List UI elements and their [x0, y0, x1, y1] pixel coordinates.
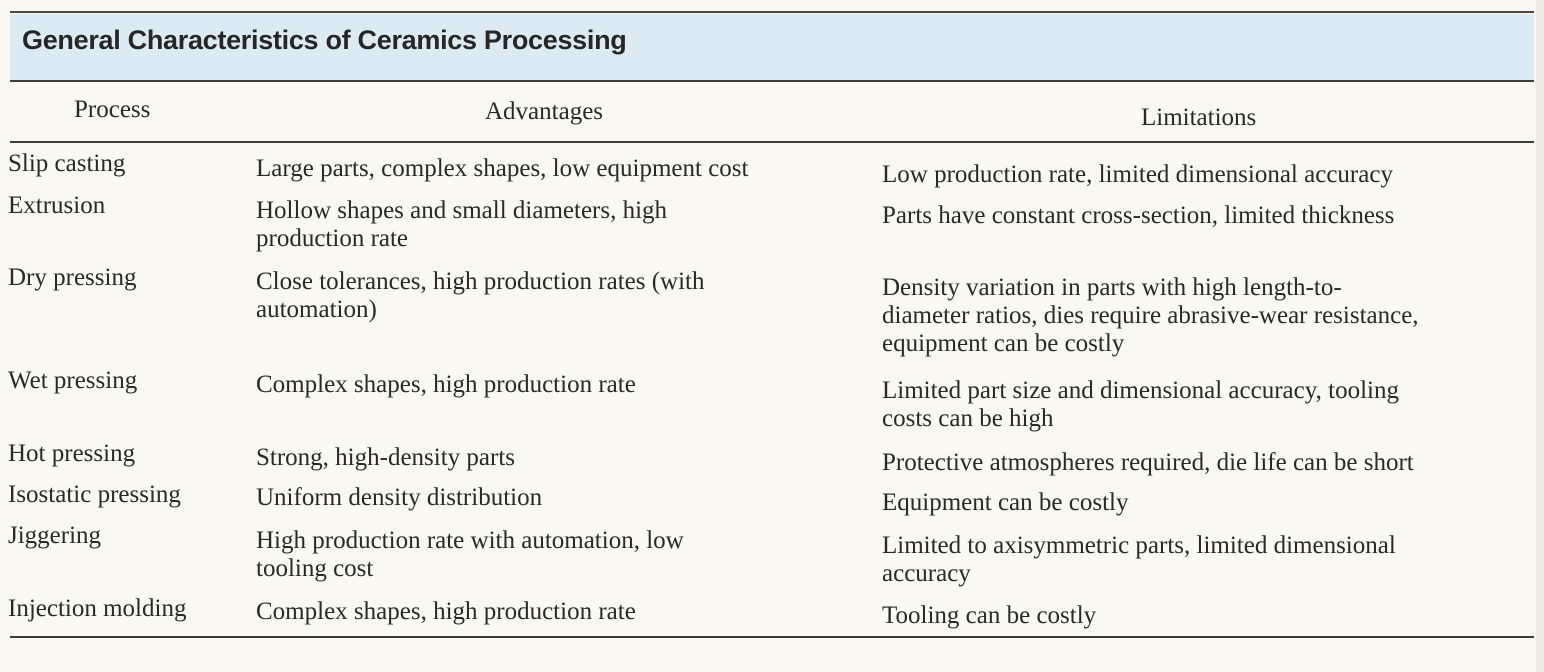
- cell-limitations: Tooling can be costly: [882, 602, 1097, 629]
- cell-process: Slip casting: [8, 150, 126, 177]
- cell-limitations: Limited to axisymmetric parts, limited dimensional accuracy: [882, 532, 1396, 587]
- column-header-process: Process: [74, 96, 151, 123]
- cell-advantages: Complex shapes, high production rate: [256, 371, 636, 398]
- cell-process: Injection molding: [8, 595, 187, 622]
- cell-limitations: Low production rate, limited dimensional accuracy: [882, 161, 1393, 188]
- cell-advantages: High production rate with automation, low tooling cost: [256, 527, 684, 582]
- cell-advantages: Hollow shapes and small diameters, high production rate: [256, 197, 668, 252]
- bottom-rule: [10, 636, 1534, 638]
- page-edge: [1536, 0, 1544, 672]
- top-rule: [10, 11, 1534, 13]
- table-title: General Characteristics of Ceramics Processing: [22, 25, 627, 55]
- cell-process: Hot pressing: [8, 440, 136, 467]
- cell-advantages: Strong, high-density parts: [256, 444, 516, 471]
- cell-advantages: Complex shapes, high production rate: [256, 598, 636, 625]
- cell-process: Jiggering: [8, 522, 102, 549]
- cell-process: Wet pressing: [8, 367, 138, 394]
- cell-process: Dry pressing: [8, 264, 137, 291]
- cell-limitations: Limited part size and dimensional accuracy, tooling costs can be high: [882, 377, 1399, 432]
- column-header-limitations: Limitations: [1141, 104, 1257, 131]
- cell-advantages: Uniform density distribution: [256, 484, 543, 511]
- header-rule: [10, 141, 1534, 143]
- cell-limitations: Parts have constant cross-section, limited thickness: [882, 202, 1395, 229]
- cell-process: Extrusion: [8, 192, 106, 219]
- column-header-advantages: Advantages: [485, 98, 604, 125]
- title-rule: [10, 80, 1534, 82]
- cell-process: Isostatic pressing: [8, 481, 181, 508]
- cell-limitations: Density variation in parts with high length-to- diameter ratios, dies require abrasive-wear resistance, equipment can be costly: [882, 274, 1419, 357]
- cell-advantages: Close tolerances, high production rates (with automation): [256, 268, 705, 323]
- cell-limitations: Protective atmospheres required, die life can be short: [882, 449, 1414, 476]
- cell-advantages: Large parts, complex shapes, low equipment cost: [256, 155, 749, 182]
- cell-limitations: Equipment can be costly: [882, 489, 1129, 516]
